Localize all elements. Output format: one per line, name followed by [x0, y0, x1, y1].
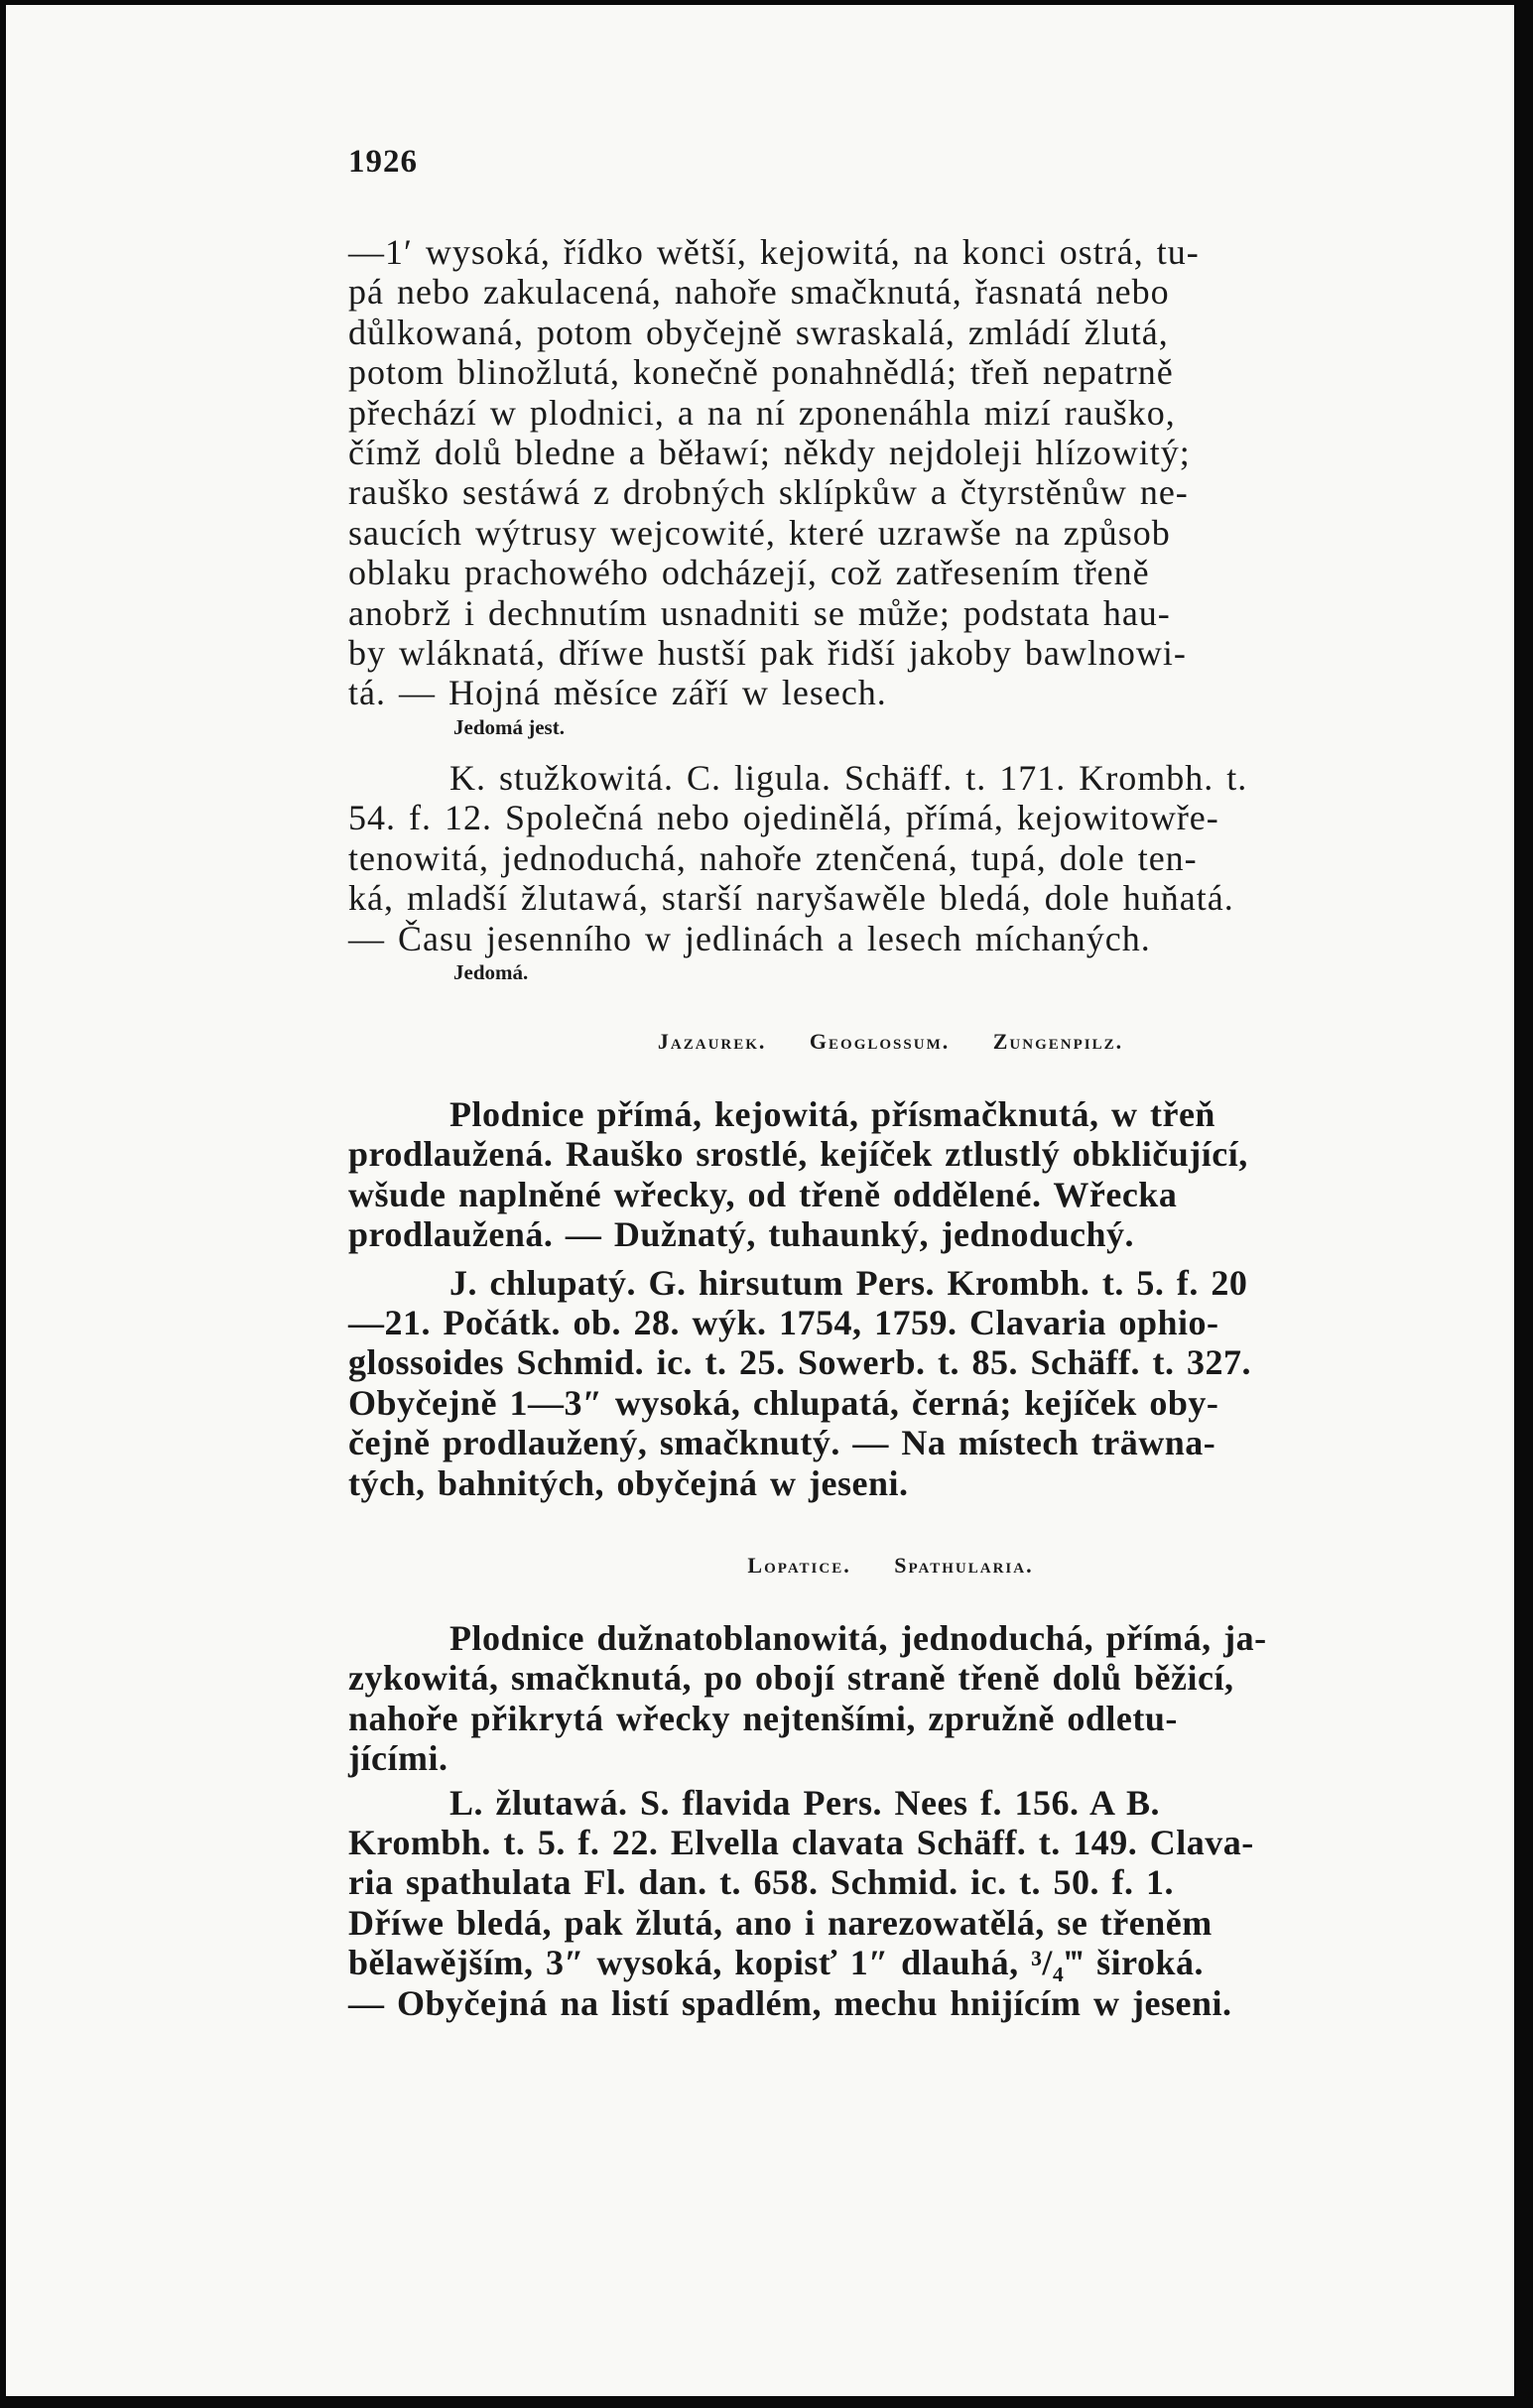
- text-line: Krombh. t. 5. f. 22. Elvella clavata Schäff. t. 149. Clava-: [348, 1823, 1254, 1862]
- heading-german: Zungenpilz.: [992, 1028, 1124, 1054]
- paragraph-species-flavida: [348, 1783, 1433, 2023]
- text-line: — Času jesenního w jedlinách a lesech míchaných.: [348, 918, 1151, 958]
- text-line: prodlaužená. Rauško srostlé, kejíček ztlustlý obkličující,: [348, 1134, 1248, 1175]
- text-line: — Obyčejná na listí spadlém, mechu hnijícím w jeseni.: [348, 1982, 1232, 2023]
- text-line: Dříwe bledá, pak žlutá, ano i narezowatělá, se třeněm: [348, 1902, 1213, 1943]
- text-line: —1′ wysoká, řídko wětší, kejowitá, na konci ostrá, tu-: [348, 232, 1200, 272]
- text-line: prodlaužená. — Dužnatý, tuhaunký, jednoduchý.: [348, 1214, 1135, 1255]
- text-line: glossoides Schmid. ic. t. 25. Sowerb. t. 85. Schäff. t. 327.: [348, 1342, 1252, 1383]
- text-line: K. stužkowitá. C. ligula. Schäff. t. 171. Krombh. t.: [449, 757, 1248, 798]
- paragraph-genus-description: [348, 1618, 1433, 1779]
- text-line: ria spathulata Fl. dan. t. 658. Schmid. ic. t. 50. f. 1.: [348, 1862, 1175, 1903]
- text-line: 54. f. 12. Společná nebo ojedinělá, přímá, kejowitowře-: [348, 798, 1219, 838]
- page-content: [348, 144, 1433, 2023]
- paragraph-species-hirsutum: [348, 1263, 1433, 1503]
- text-line: tenowitá, jednoduchá, nahoře ztenčená, tupá, dole ten-: [348, 837, 1198, 878]
- text-line: Plodnice přímá, kejowitá, přísmačknutá, w třeň: [449, 1093, 1215, 1134]
- text-line: Obyčejně 1—3″ wysoká, chlupatá, černá; kejíček oby-: [348, 1382, 1219, 1423]
- text-line: tá. — Hojná měsíce září w lesech.: [348, 673, 887, 713]
- text-line: saucích wýtrusy wejcowité, které uzrawše na způsob: [348, 512, 1171, 553]
- text-line: tých, bahnitých, obyčejná w jeseni.: [348, 1462, 909, 1503]
- section-heading-geoglossum: [348, 1029, 1433, 1055]
- text-line: čejně prodlaužený, smačknutý. — Na místech träwna-: [348, 1423, 1216, 1463]
- text-line: pá nebo zakulacená, nahoře smačknutá, řasnatá nebo: [348, 272, 1170, 313]
- text-line: rauško sestáwá z drobných sklípkůw a čtyrstěnůw ne-: [348, 472, 1189, 513]
- text-line: jícími.: [348, 1738, 448, 1779]
- text-line: zykowitá, smačknutá, po obojí straně třeně dolů běžicí,: [348, 1658, 1234, 1699]
- text-line: by wláknatá, dříwe hustší pak řidší jakoby bawlnowi-: [348, 633, 1187, 674]
- paragraph-genus-description: [348, 1094, 1433, 1255]
- text-line: J. chlupatý. G. hirsutum Pers. Krombh. t. 5. f. 20: [449, 1262, 1248, 1303]
- toxicity-note: Jedomá.: [453, 959, 529, 984]
- text-line: L. žlutawá. S. flavida Pers. Nees f. 156. A B.: [449, 1782, 1160, 1823]
- paragraph-species-ligula: [348, 758, 1433, 958]
- text-line: potom blinožlutá, konečně ponahnědlá; třeň nepatrně: [348, 352, 1174, 393]
- heading-latin: Geoglossum.: [809, 1028, 951, 1054]
- heading-czech: Lopatice.: [747, 1552, 851, 1578]
- text-line: anobrž i dechnutím usnadniti se může; podstata hau-: [348, 592, 1171, 633]
- heading-latin: Spathularia.: [894, 1552, 1034, 1578]
- toxicity-note: Jedomá jest.: [453, 714, 565, 739]
- text-line: nahoře přikrytá wřecky nejtenšími, zpružně odletu-: [348, 1698, 1178, 1738]
- heading-czech: Jazaurek.: [657, 1028, 767, 1054]
- section-heading-spathularia: [348, 1553, 1433, 1579]
- book-page: [6, 5, 1514, 2396]
- text-line: —21. Počátk. ob. 28. wýk. 1754, 1759. Clavaria ophio-: [348, 1302, 1219, 1342]
- text-line: ká, mladší žlutawá, starší naryšawěle bledá, dole huňatá.: [348, 878, 1234, 919]
- paragraph-stroček-description: [348, 232, 1433, 713]
- text-line: Plodnice dužnatoblanowitá, jednoduchá, přímá, ja-: [449, 1617, 1267, 1658]
- text-line: čímž dolů bledne a běławí; někdy nejdoleji hlízowitý;: [348, 433, 1191, 473]
- text-line: wšude naplněné wřecky, od třeně oddělené. Wřecka: [348, 1174, 1178, 1214]
- text-line: přechází w plodnici, a na ní zponenáhla mizí rauško,: [348, 392, 1176, 433]
- text-line: bělawějším, 3″ wysoká, kopisť 1″ dlauhá, ³/₄‴ široká.: [348, 1943, 1204, 1983]
- text-line: oblaku prachowého odcházejí, což zatřesením třeně: [348, 553, 1150, 593]
- page-number: 1926: [348, 144, 418, 180]
- text-line: důlkowaná, potom obyčejně swraskalá, zmládí žlutá,: [348, 312, 1169, 352]
